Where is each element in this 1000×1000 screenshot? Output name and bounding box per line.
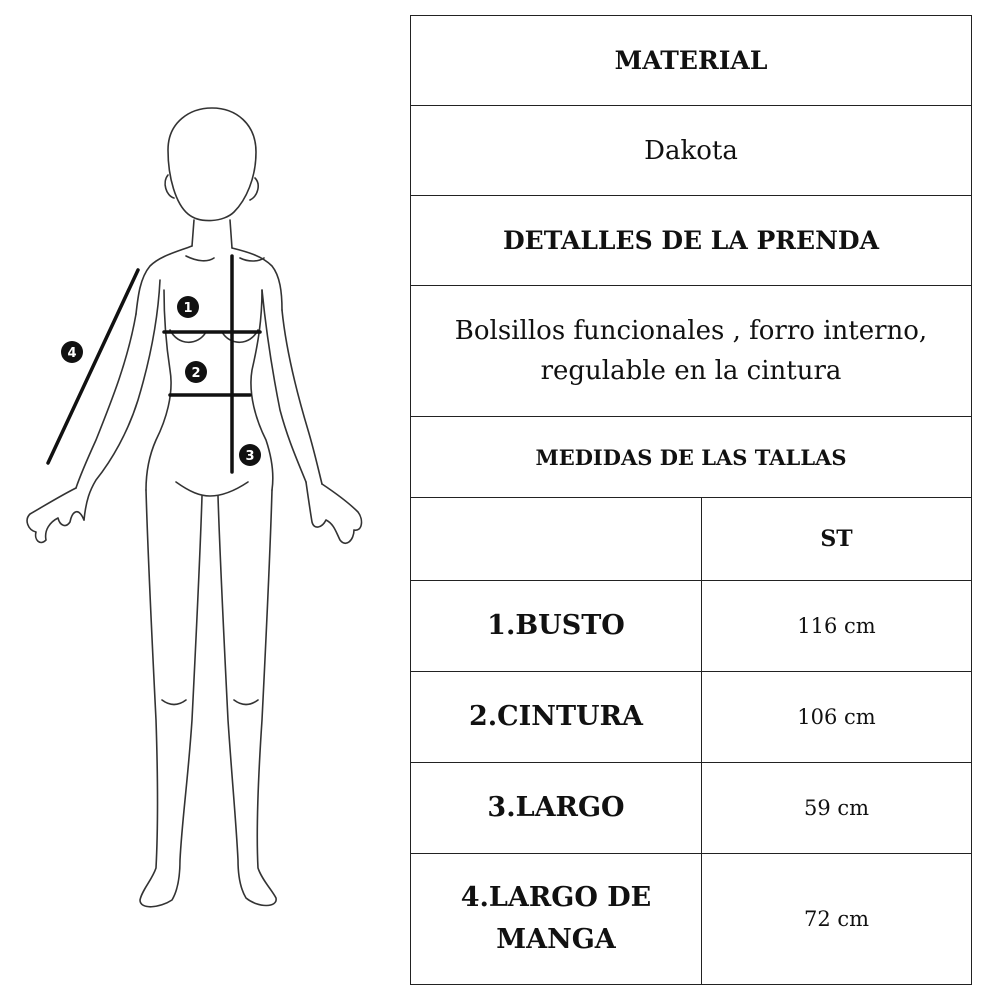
size-column-header: ST	[702, 498, 972, 581]
empty-cell	[411, 498, 702, 581]
measure-value-bust: 116 cm	[702, 581, 972, 672]
measure-label-waist: 2.CINTURA	[411, 672, 702, 763]
body-outline	[27, 108, 361, 907]
measure-label-bust: 1.BUSTO	[411, 581, 702, 672]
sizes-header: MEDIDAS DE LAS TALLAS	[411, 417, 972, 498]
svg-text:1: 1	[183, 301, 193, 316]
material-value-row	[411, 106, 972, 196]
size-table	[410, 15, 972, 985]
table-row	[411, 854, 972, 985]
table-row	[411, 672, 972, 763]
body-measurement-figure	[0, 0, 400, 1000]
table-row	[411, 763, 972, 854]
svg-text:4: 4	[67, 346, 77, 361]
table-row	[411, 581, 972, 672]
details-value-row	[411, 286, 972, 417]
details-header-row	[411, 196, 972, 286]
measure-value-length: 59 cm	[702, 763, 972, 854]
marker-4	[61, 341, 83, 363]
svg-text:2: 2	[191, 366, 201, 381]
measure-value-waist: 106 cm	[702, 672, 972, 763]
material-header: MATERIAL	[411, 16, 972, 106]
measure-value-sleeve: 72 cm	[702, 854, 972, 985]
measurement-lines	[48, 256, 260, 472]
marker-3	[239, 444, 261, 466]
measure-label-sleeve: 4.LARGO DE MANGA	[411, 854, 702, 985]
sizes-header-row	[411, 417, 972, 498]
size-column-row	[411, 498, 972, 581]
material-header-row	[411, 16, 972, 106]
marker-1	[177, 296, 199, 318]
marker-2	[185, 361, 207, 383]
details-header: DETALLES DE LA PRENDA	[411, 196, 972, 286]
measure-label-length: 3.LARGO	[411, 763, 702, 854]
svg-text:3: 3	[245, 449, 255, 464]
details-value: Bolsillos funcionales , forro interno, regulable en la cintura	[411, 286, 972, 417]
material-value: Dakota	[411, 106, 972, 196]
